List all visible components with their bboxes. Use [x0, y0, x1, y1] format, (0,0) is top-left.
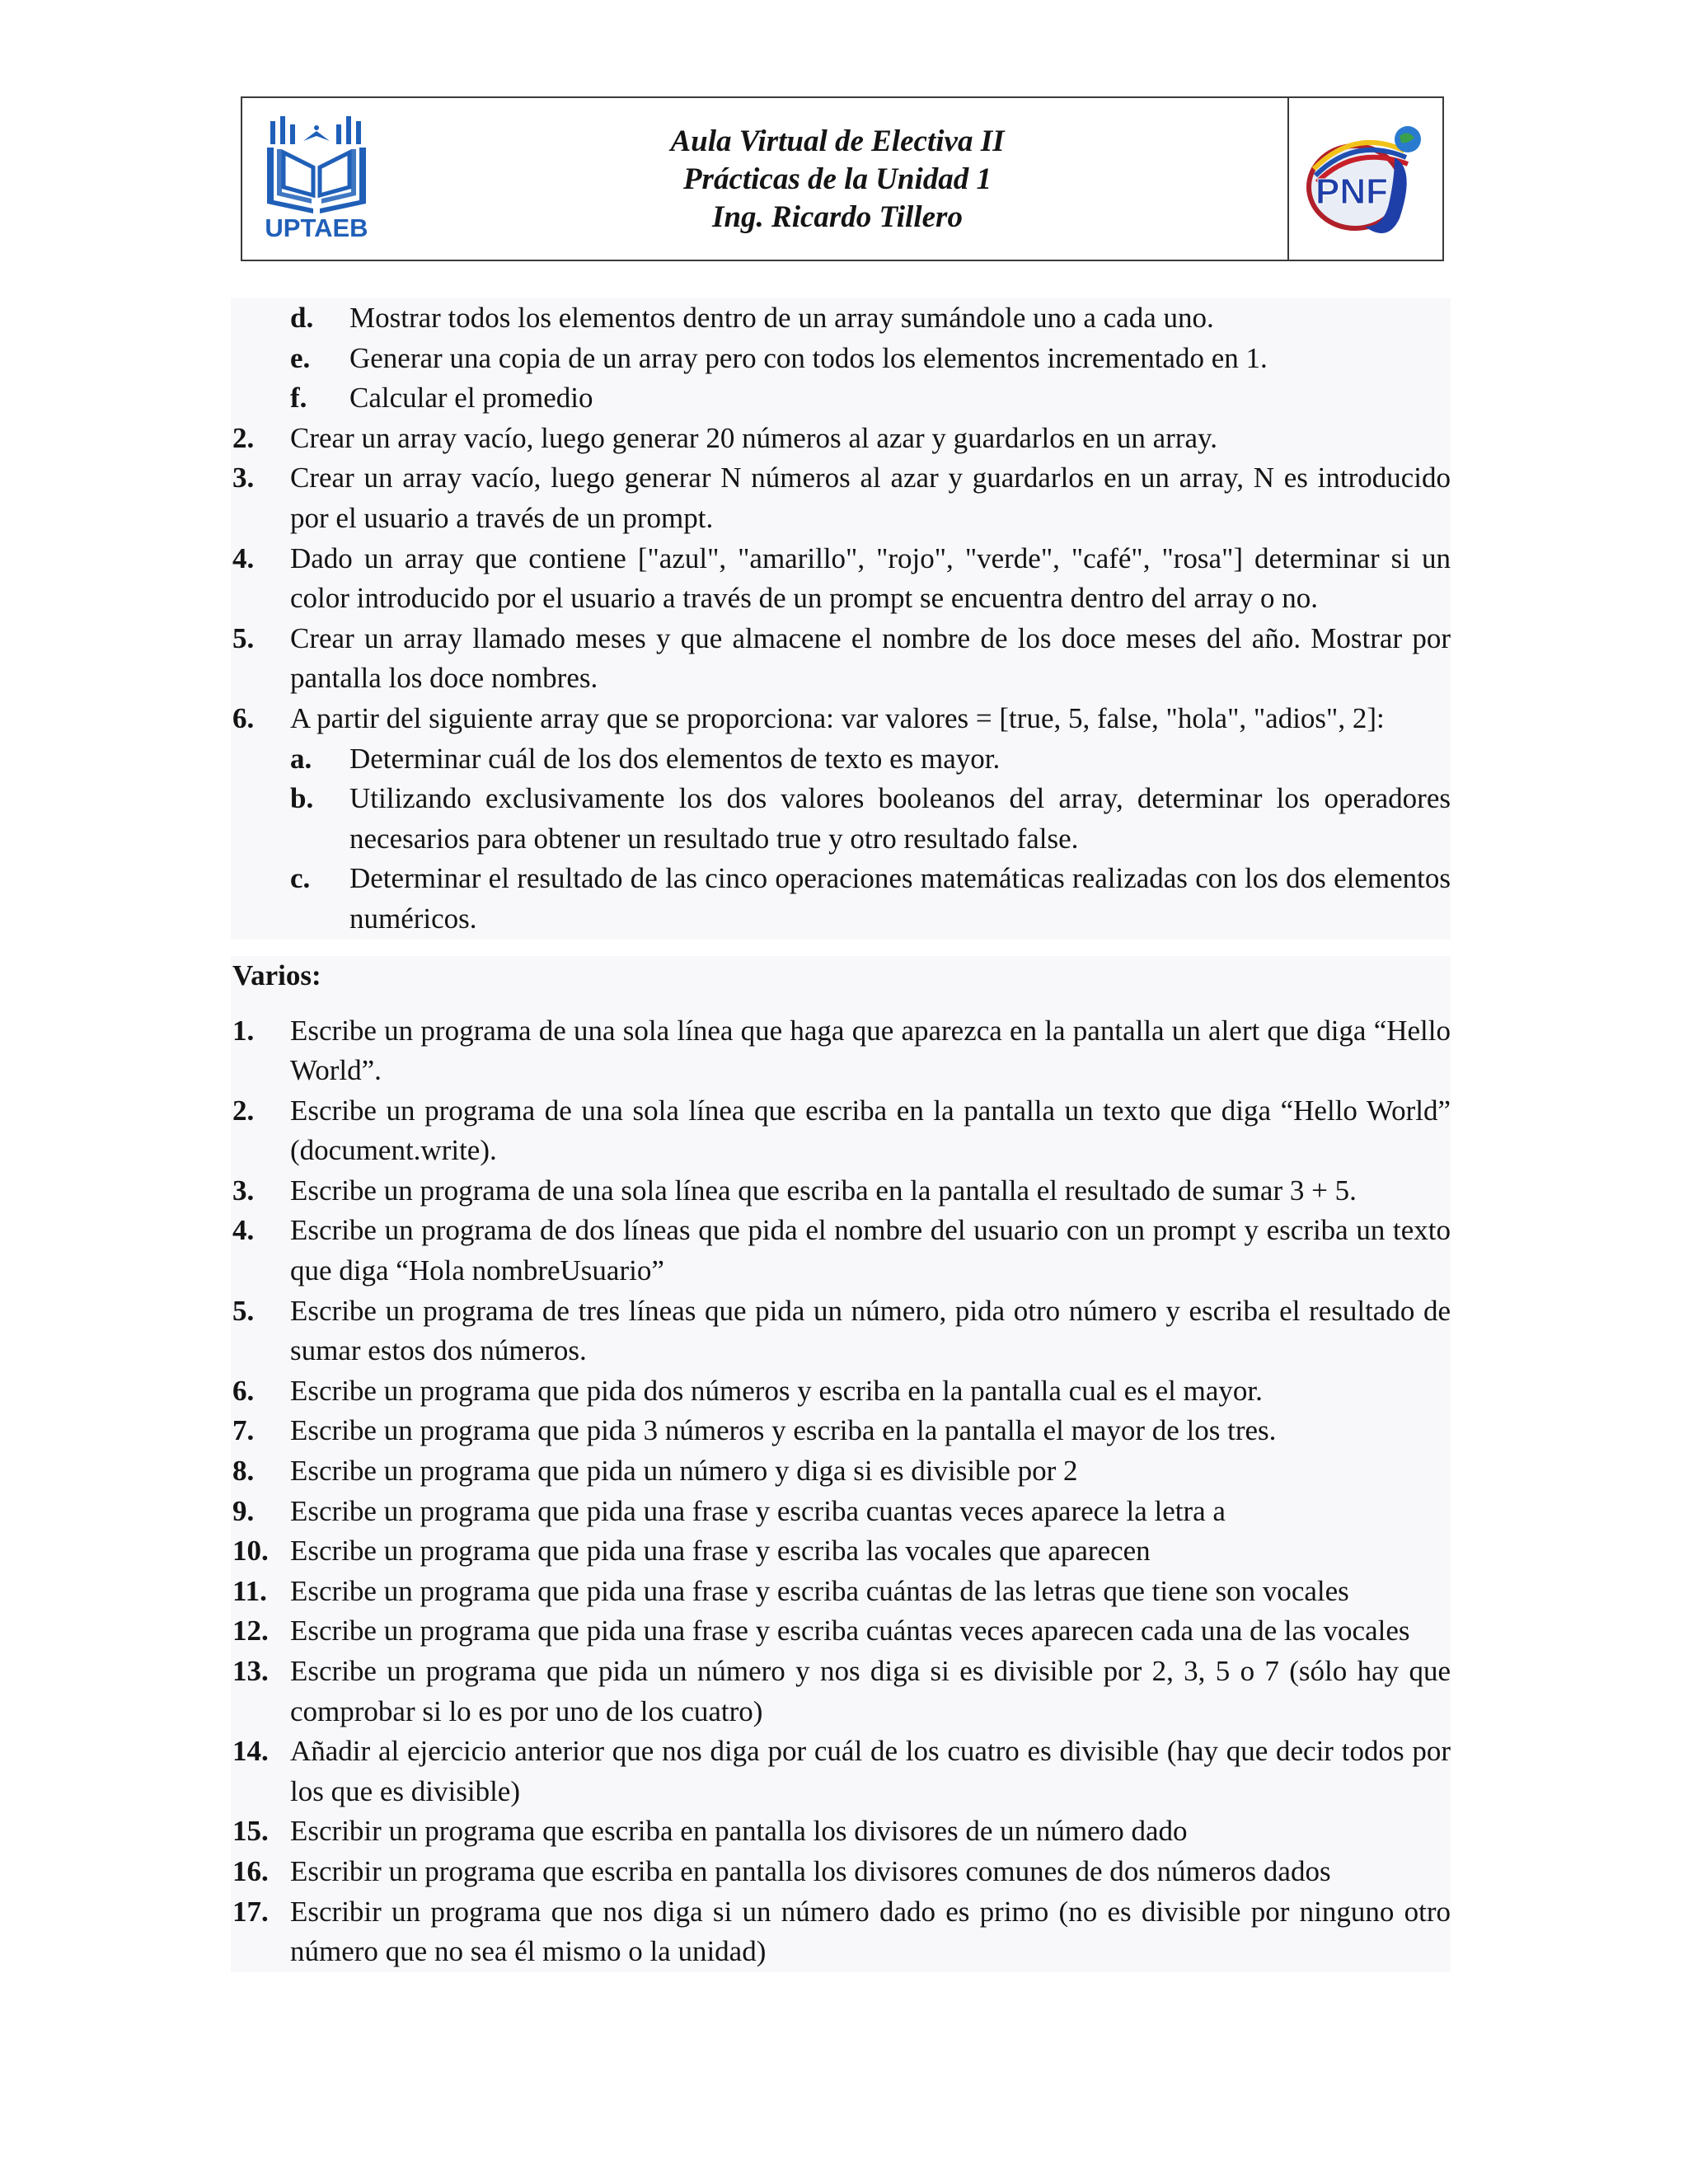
item-text: Escribe un programa de dos líneas que pida el nombre del usuario con un prompt y escriba un texto que diga “Hola nombreUsuario” [290, 1214, 1451, 1287]
item-number: e. [290, 341, 311, 374]
list-item [231, 1572, 1451, 1612]
item-number: 17. [232, 1895, 269, 1928]
list-item [231, 1291, 1451, 1371]
item-number: 11. [232, 1574, 267, 1607]
list-item [231, 539, 1451, 619]
list-item [231, 298, 1451, 339]
list-item [231, 1492, 1451, 1532]
item-text: Escribe un programa de una sola línea que escriba en la pantalla el resultado de sumar 3 + 5. [290, 1174, 1357, 1207]
pnfi-logo-text: PNF [1315, 171, 1388, 212]
item-number: 6. [232, 701, 255, 734]
list-item [231, 1211, 1451, 1291]
item-number: 7. [232, 1414, 255, 1447]
list-item [231, 1531, 1451, 1572]
list-item [231, 739, 1451, 780]
pnfi-logo [1291, 98, 1442, 260]
item-text: Escribe un programa que pida una frase y escriba cuántas veces aparecen cada una de las vocales [290, 1615, 1410, 1647]
item-text: Crear un array llamado meses y que almacene el nombre de los doce meses del año. Mostrar por pantalla los doce nombres. [290, 621, 1451, 695]
item-number: 16. [232, 1854, 269, 1887]
header-title-block [389, 123, 1286, 237]
item-number: 4. [232, 541, 255, 574]
item-text: Dado un array que contiene ["azul", "amarillo", "rojo", "verde", "café", "rosa"] determinar si un color introducido por el usuario a través de un prompt se encuentra dentro del array o no. [290, 541, 1451, 615]
list-item [231, 378, 1451, 419]
list-item [231, 699, 1451, 739]
list-item [231, 1611, 1451, 1652]
list-item [231, 1451, 1451, 1492]
item-number: 1. [232, 1014, 255, 1047]
uptaeb-book-icon [264, 116, 369, 240]
item-number: 2. [232, 421, 255, 454]
item-text: Escribe un programa de una sola línea que escriba en la pantalla un texto que diga “Hello World” (document.write). [290, 1094, 1451, 1167]
item-text: Crear un array vacío, luego generar N números al azar y guardarlos en un array, N es introducido por el usuario a través de un prompt. [290, 462, 1451, 534]
item-text: Escribe un programa que pida 3 números y escriba en la pantalla el mayor de los tres. [290, 1414, 1277, 1447]
item-text: Escribir un programa que escriba en pantalla los divisores de un número dado [290, 1815, 1188, 1848]
item-number: 2. [232, 1094, 255, 1127]
header-line-2: Prácticas de la Unidad 1 [682, 162, 992, 196]
item-text: Escribe un programa que pida una frase y escriba cuántas de las letras que tiene son vocales [290, 1574, 1349, 1607]
item-text: Escribe un programa que pida una frase y escriba las vocales que aparecen [290, 1535, 1151, 1568]
item-text: Escribe un programa que pida un número y nos diga si es divisible por 2, 3, 5 o 7 (sólo hay que comprobar si lo es por uno de los cuatro) [290, 1655, 1451, 1727]
header-divider [1287, 98, 1289, 260]
list-item [231, 1011, 1451, 1091]
item-text: Determinar el resultado de las cinco operaciones matemáticas realizadas con los dos elementos numéricos. [349, 862, 1451, 935]
list-item [231, 779, 1451, 859]
item-text: Mostrar todos los elementos dentro de un array sumándole uno a cada uno. [349, 302, 1214, 334]
exercise-list-varios [231, 956, 1451, 1972]
list-item [231, 1732, 1451, 1811]
item-text: Escribe un programa de tres líneas que pida un número, pida otro número y escriba el resultado de sumar estos dos números. [290, 1294, 1451, 1367]
item-number: b. [290, 782, 314, 815]
item-text: Escribe un programa que pida un número y diga si es divisible por 2 [290, 1455, 1078, 1488]
item-number: c. [290, 862, 311, 895]
item-text: Añadir al ejercicio anterior que nos diga por cuál de los cuatro es divisible (hay que decir todos por los que es divisible) [290, 1735, 1451, 1807]
list-item [231, 619, 1451, 699]
item-text: Crear un array vacío, luego generar 20 números al azar y guardarlos en un array. [290, 421, 1217, 454]
list-item [231, 419, 1451, 459]
item-text: Escribe un programa que pida una frase y escriba cuantas veces aparece la letra a [290, 1494, 1226, 1527]
item-number: a. [290, 742, 312, 775]
item-number: 3. [232, 1174, 255, 1207]
list-item [231, 1171, 1451, 1212]
item-number: 15. [232, 1815, 269, 1848]
item-number: f. [290, 382, 307, 415]
item-text: Generar una copia de un array pero con todos los elementos incrementado en 1. [349, 341, 1268, 374]
list-item [231, 339, 1451, 379]
list-item [231, 859, 1451, 939]
document-body [231, 298, 1451, 1972]
item-number: 5. [232, 1294, 255, 1327]
list-item [231, 458, 1451, 538]
item-text: Utilizando exclusivamente los dos valores booleanos del array, determinar los operadores necesarios para obtener un resultado true y otro resultado false. [349, 782, 1451, 855]
list-item [231, 1811, 1451, 1852]
item-text: Escribe un programa de una sola línea que haga que aparezca en la pantalla un alert que diga “Hello World”. [290, 1014, 1451, 1087]
list-item [231, 1852, 1451, 1892]
item-number: 4. [232, 1214, 255, 1247]
uptaeb-logo [242, 98, 389, 260]
item-number: 12. [232, 1615, 269, 1647]
list-item [231, 1091, 1451, 1171]
list-item [231, 1892, 1451, 1972]
item-number: 13. [232, 1655, 269, 1687]
item-text: Escribir un programa que nos diga si un número dado es primo (no es divisible por ninguno otro número que no sea él mismo o la unidad) [290, 1895, 1451, 1968]
item-text: Calcular el promedio [349, 382, 593, 415]
list-item [231, 1411, 1451, 1451]
item-number: 3. [232, 462, 255, 494]
item-number: 14. [232, 1735, 269, 1768]
item-number: 10. [232, 1535, 269, 1568]
item-text: Determinar cuál de los dos elementos de texto es mayor. [349, 742, 1001, 775]
item-number: 5. [232, 621, 255, 654]
page-header [241, 96, 1444, 261]
item-number: d. [290, 302, 314, 334]
item-text: Escribe un programa que pida dos números y escriba en la pantalla cual es el mayor. [290, 1374, 1263, 1407]
pnfi-emblem-icon [1302, 111, 1434, 246]
item-number: 9. [232, 1494, 255, 1527]
list-item [231, 1371, 1451, 1412]
item-number: 8. [232, 1455, 255, 1488]
item-number: 6. [232, 1374, 255, 1407]
uptaeb-logo-text: UPTAEB [265, 213, 368, 240]
section-title: Varios: [232, 958, 321, 991]
exercise-list-arrays [231, 298, 1451, 940]
list-item [231, 1652, 1451, 1732]
header-line-3: Ing. Ricardo Tillero [712, 200, 963, 234]
header-line-1: Aula Virtual de Electiva II [670, 124, 1005, 158]
item-text: Escribir un programa que escriba en pantalla los divisores comunes de dos números dados [290, 1854, 1331, 1887]
item-text: A partir del siguiente array que se proporciona: var valores = [true, 5, false, "hola", "adios", 2]: [290, 701, 1385, 734]
